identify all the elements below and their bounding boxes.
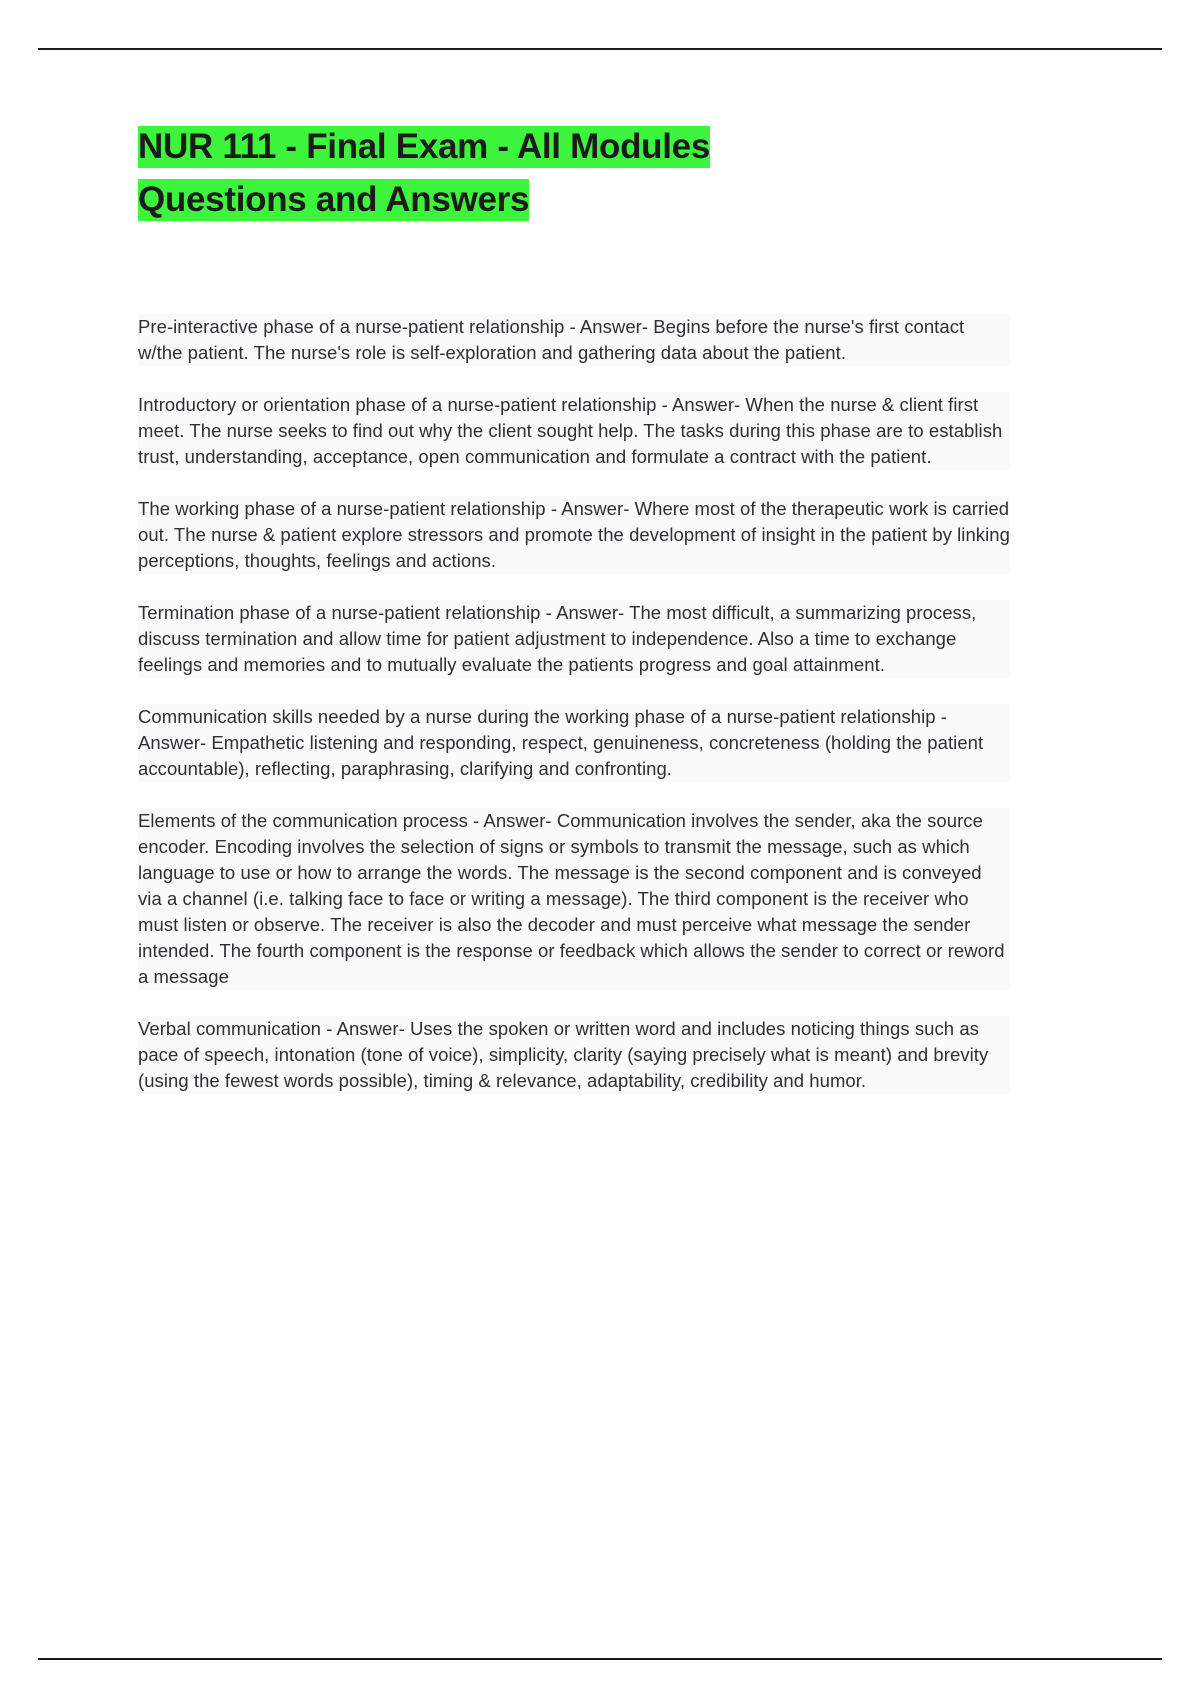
qa-block: Verbal communication - Answer- Uses the spoken or written word and includes noticing things such as pace of speech, intonation (tone of voice), simplicity, clarity (saying precisely what is meant) and brevity (using the fewest words possible), timing & relevance, adaptability, credibility and humor. [138,1016,1010,1094]
qa-block-list [138,314,1010,1094]
qa-block: The working phase of a nurse-patient relationship - Answer- Where most of the therapeutic work is carried out. The nurse & patient explore stressors and promote the development of insight in the patient by linking perceptions, thoughts, feelings and actions. [138,496,1010,574]
document-content [138,120,1010,1120]
qa-block: Communication skills needed by a nurse during the working phase of a nurse-patient relationship - Answer- Empathetic listening and responding, respect, genuineness, concreteness (holding the patient accountable), reflecting, paraphrasing, clarifying and confronting. [138,704,1010,782]
qa-block: Pre-interactive phase of a nurse-patient relationship - Answer- Begins before the nurse's first contact w/the patient. The nurse's role is self-exploration and gathering data about the patient. [138,314,1010,366]
page-bottom-divider [38,1658,1162,1660]
page-title-line-2: Questions and Answers [138,180,530,219]
qa-block: Introductory or orientation phase of a nurse-patient relationship - Answer- When the nurse & client first meet. The nurse seeks to find out why the client sought help. The tasks during this phase are to establish trust, understanding, acceptance, open communication and formulate a contract with the patient. [138,392,1010,470]
page-title-line-1: NUR 111 - Final Exam - All Modules [138,127,710,166]
page-top-divider [38,48,1162,50]
qa-block: Termination phase of a nurse-patient relationship - Answer- The most difficult, a summarizing process, discuss termination and allow time for patient adjustment to independence. Also a time to exchange feelings and memories and to mutually evaluate the patients progress and goal attainment. [138,600,1010,678]
qa-block: Elements of the communication process - Answer- Communication involves the sender, aka the source encoder. Encoding involves the selection of signs or symbols to transmit the message, such as which language to use or how to arrange the words. The message is the second component and is conveyed via a channel (i.e. talking face to face or writing a message). The third component is the receiver who must listen or observe. The receiver is also the decoder and must perceive what message the sender intended. The fourth component is the response or feedback which allows the sender to correct or reword a message [138,808,1010,990]
page-title [138,120,1010,226]
